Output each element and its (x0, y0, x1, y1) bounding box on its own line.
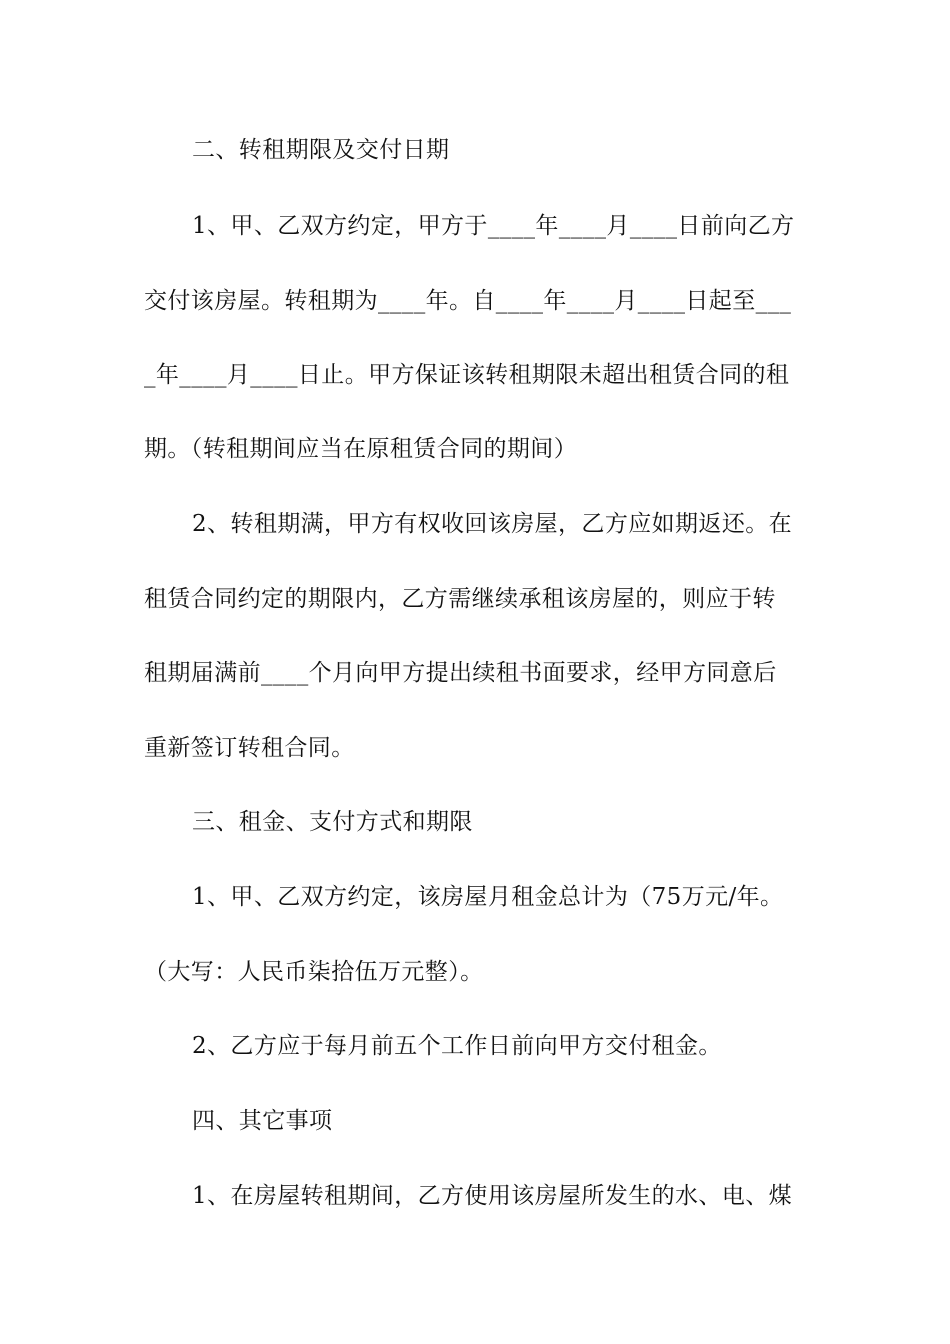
section-heading-4: 四、其它事项 (192, 1108, 333, 1134)
paragraph-line: （大写：人民币柒拾伍万元整）。 (144, 959, 484, 985)
paragraph-line: 1、甲、乙双方约定，该房屋月租金总计为（75万元/年。 (192, 884, 784, 910)
paragraph-line: 1、在房屋转租期间，乙方使用该房屋所发生的水、电、煤 (192, 1183, 793, 1209)
paragraph-line: 交付该房屋。转租期为____年。自____年____月____日起至___ (144, 288, 792, 314)
section-heading-2: 二、转租期限及交付日期 (192, 137, 450, 163)
paragraph-line: 期。（转租期间应当在原租赁合同的期间） (144, 436, 578, 462)
paragraph-line: 1、甲、乙双方约定，甲方于____年____月____日前向乙方 (192, 213, 795, 239)
paragraph-line: _年____月____日止。甲方保证该转租期限未超出租赁合同的租 (144, 362, 790, 388)
paragraph-line: 2、乙方应于每月前五个工作日前向甲方交付租金。 (192, 1033, 722, 1059)
paragraph-line: 2、转租期满，甲方有权收回该房屋，乙方应如期返还。在 (192, 511, 793, 537)
paragraph-line: 租赁合同约定的期限内，乙方需继续承租该房屋的，则应于转 (144, 586, 776, 612)
section-heading-3: 三、租金、支付方式和期限 (192, 809, 473, 835)
paragraph-line: 租期届满前____个月向甲方提出续租书面要求，经甲方同意后 (144, 660, 777, 686)
paragraph-line: 重新签订转租合同。 (144, 735, 355, 761)
